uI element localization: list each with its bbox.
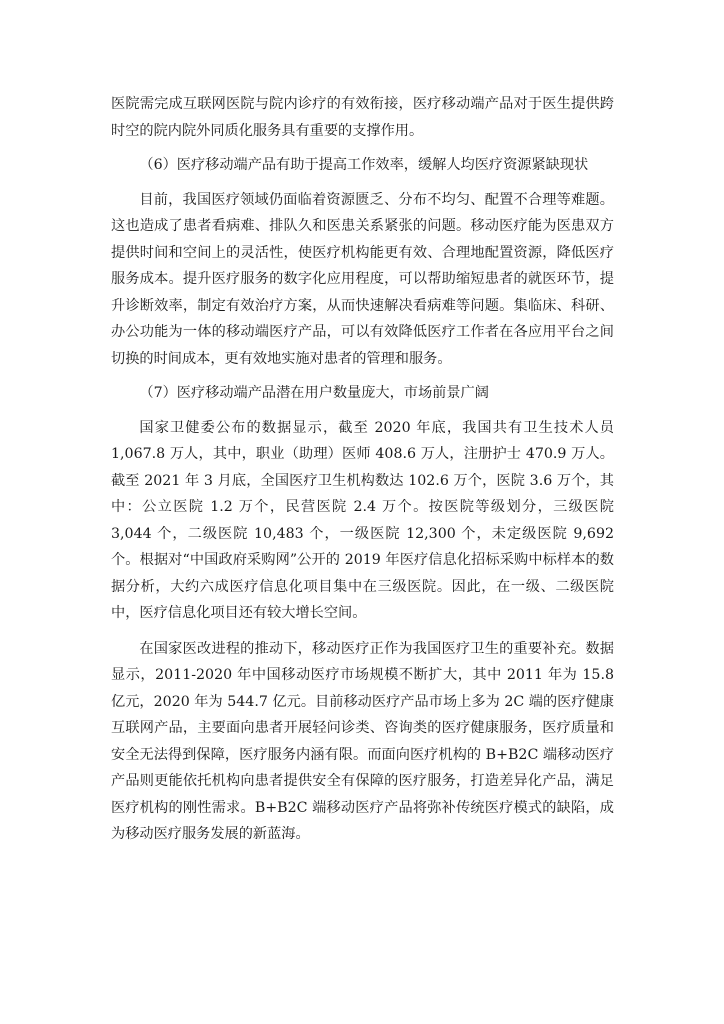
paragraph-market: 在国家医改进程的推动下，移动医疗正作为我国医疗卫生的重要补充。数据显示，2011-2020 年中国移动医疗市场规模不断扩大，其中 2011 年为 15.8 亿元，2020 年为 544.7 亿元。目前移动医疗产品市场上多为 2C 端的医疗健康互联网产品，主要面向患者开展轻问诊类、咨询类的医疗健康服务，医疗质量和安全无法得到保障，医疗服务内涵有限。而面向医疗机构的 B+B2C 端移动医疗产品则更能依托机构向患者提供安全有保障的医疗服务，打造差异化产品，满足医疗机构的刚性需求。B+B2C 端移动医疗产品将弥补传统医疗模式的缺陷，成为移动医疗服务发展的新蓝海。: [111, 640, 614, 842]
paragraph-efficiency: 目前，我国医疗领域仍面临着资源匮乏、分布不均匀、配置不合理等难题。这也造成了患者看病难、排队久和医患关系紧张的问题。移动医疗能为医患双方提供时间和空间上的灵活性，使医疗机构能更有效、合理地配置资源，降低医疗服务成本。提升医疗服务的数字化应用程度，可以帮助缩短患者的就医环节，提升诊断效率，制定有效治疗方案，从而快速解决看病难等问题。集临床、科研、办公功能为一体的移动端医疗产品，可以有效降低医疗工作者在各应用平台之间切换的时间成本，更有效地实施对患者的管理和服务。: [111, 191, 614, 367]
paragraph-continuation: 医院需完成互联网医院与院内诊疗的有效衔接，医疗移动端产品对于医生提供跨时空的院内院外同质化服务具有重要的支撑作用。: [111, 96, 614, 139]
document-page: [111, 91, 614, 848]
section-heading-6: （6）医疗移动端产品有助于提高工作效率，缓解人均医疗资源紧缺现状: [139, 157, 589, 173]
paragraph-statistics: 国家卫健委公布的数据显示，截至 2020 年底，我国共有卫生技术人员 1,067.8 万人，其中，职业（助理）医师 408.6 万人，注册护士 470.9 万人。截至 2021 年 3 月底，全国医疗卫生机构数达 102.6 万个，医院 3.6 万个，其中：公立医院 1.2 万个，民营医院 2.4 万个。按医院等级划分，三级医院 3,044 个，二级医院 10,483 个，一级医院 12,300 个，未定级医院 9,692 个。根据对“中国政府采购网”公开的 2019 年医疗信息化招标采购中标样本的数据分析，大约六成医疗信息化项目集中在三级医院。因此，在一级、二级医院中，医疗信息化项目还有较大增长空间。: [111, 419, 614, 621]
section-heading-7: （7）医疗移动端产品潜在用户数量庞大，市场前景广阔: [139, 385, 489, 401]
